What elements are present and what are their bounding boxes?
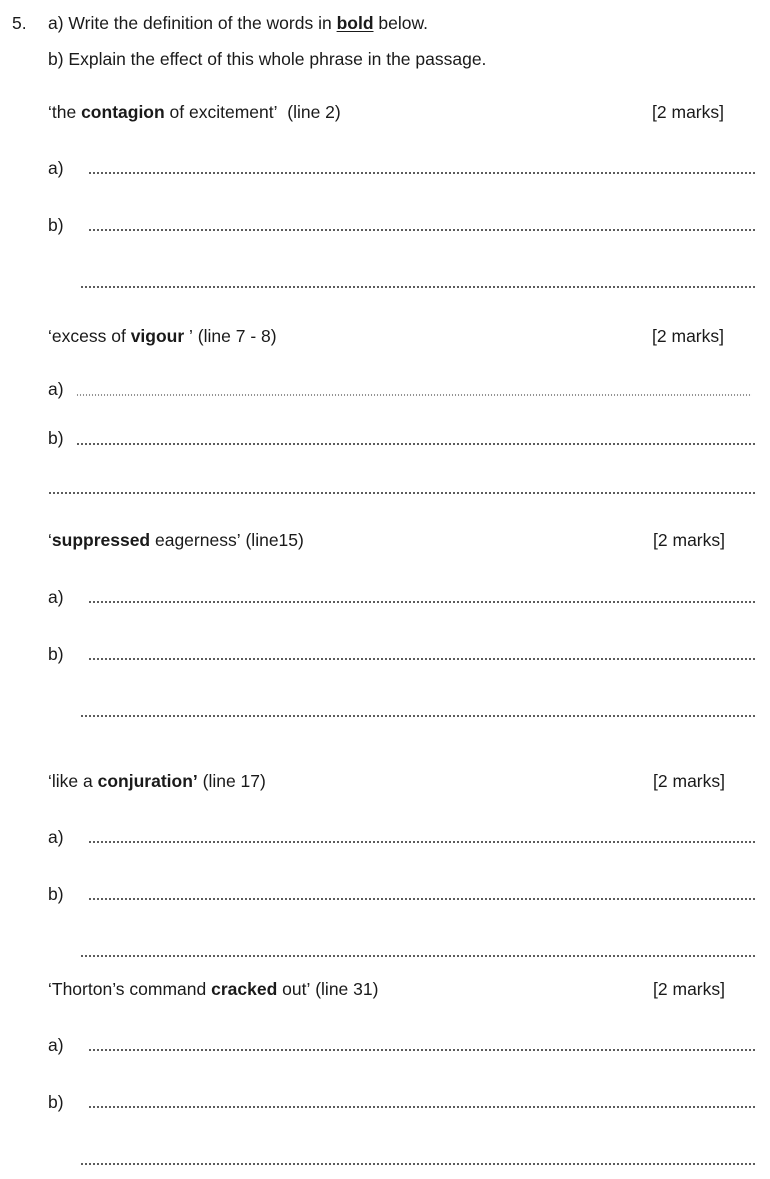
- question-number: 5.: [12, 13, 27, 33]
- phrase-5: [48, 978, 378, 1000]
- phrase-text: ’: [184, 326, 193, 346]
- answer-label-a: a): [48, 587, 64, 607]
- answer-line-b[interactable]: [88, 1106, 756, 1108]
- answer-line-b[interactable]: [88, 658, 756, 660]
- phrase-1: [48, 101, 341, 123]
- phrase-text: ‘Thorton’s command: [48, 979, 212, 999]
- line-reference: (line 2): [287, 102, 341, 122]
- answer-line-b-continued[interactable]: [80, 955, 756, 957]
- answer-line-b-continued[interactable]: [80, 715, 756, 717]
- marks-label: [2 marks]: [653, 530, 725, 550]
- answer-line-b[interactable]: [88, 898, 756, 900]
- answer-label-a: a): [48, 158, 64, 178]
- answer-line-b-continued[interactable]: [80, 286, 756, 288]
- instruction-a-text: a) Write the definition of the words in: [48, 13, 337, 33]
- phrase-text: ‘the: [48, 102, 82, 122]
- answer-line-b[interactable]: [76, 443, 756, 445]
- answer-line-a[interactable]: [88, 1049, 756, 1051]
- phrase-keyword: vigour: [130, 326, 185, 346]
- answer-line-a[interactable]: [88, 172, 756, 174]
- phrase-2: [48, 325, 277, 347]
- phrase-text: ‘excess of: [48, 326, 131, 346]
- marks-label: [2 marks]: [653, 771, 725, 791]
- phrase-text: of excitement’: [164, 102, 278, 122]
- instruction-a: [48, 12, 428, 34]
- answer-label-b: b): [48, 1092, 64, 1112]
- phrase-keyword: cracked: [211, 979, 278, 999]
- answer-label-b: b): [48, 215, 64, 235]
- line-reference: (line 7 - 8): [197, 326, 277, 346]
- phrase-keyword: contagion: [81, 102, 165, 122]
- phrase-keyword: conjuration’: [97, 771, 198, 791]
- phrase-text: ‘like a: [48, 771, 98, 791]
- answer-label-a: a): [48, 827, 64, 847]
- marks-label: [2 marks]: [653, 979, 725, 999]
- answer-line-b-continued[interactable]: [80, 1163, 756, 1165]
- answer-label-b: b): [48, 884, 64, 904]
- phrase-keyword: suppressed: [51, 530, 151, 550]
- answer-label-b: b): [48, 428, 64, 448]
- instruction-a-end: below.: [373, 13, 428, 33]
- phrase-3: [48, 529, 304, 551]
- line-reference: (line15): [245, 530, 304, 550]
- instruction-b: b) Explain the effect of this whole phrase in the passage.: [48, 49, 487, 69]
- line-reference: (line 31): [315, 979, 379, 999]
- phrase-text: ‘: [48, 530, 52, 550]
- bold-keyword: bold: [336, 13, 374, 33]
- answer-line-a[interactable]: [76, 394, 752, 396]
- marks-label: [2 marks]: [652, 326, 724, 346]
- answer-label-b: b): [48, 644, 64, 664]
- marks-label: [2 marks]: [652, 102, 724, 122]
- phrase-4: [48, 770, 266, 792]
- answer-line-b[interactable]: [88, 229, 756, 231]
- phrase-text: eagerness’: [150, 530, 241, 550]
- answer-line-a[interactable]: [88, 841, 756, 843]
- answer-line-a[interactable]: [88, 601, 756, 603]
- answer-label-a: a): [48, 379, 64, 399]
- phrase-text: out’: [277, 979, 311, 999]
- answer-label-a: a): [48, 1035, 64, 1055]
- answer-line-b-continued[interactable]: [48, 492, 756, 494]
- line-reference: (line 17): [202, 771, 266, 791]
